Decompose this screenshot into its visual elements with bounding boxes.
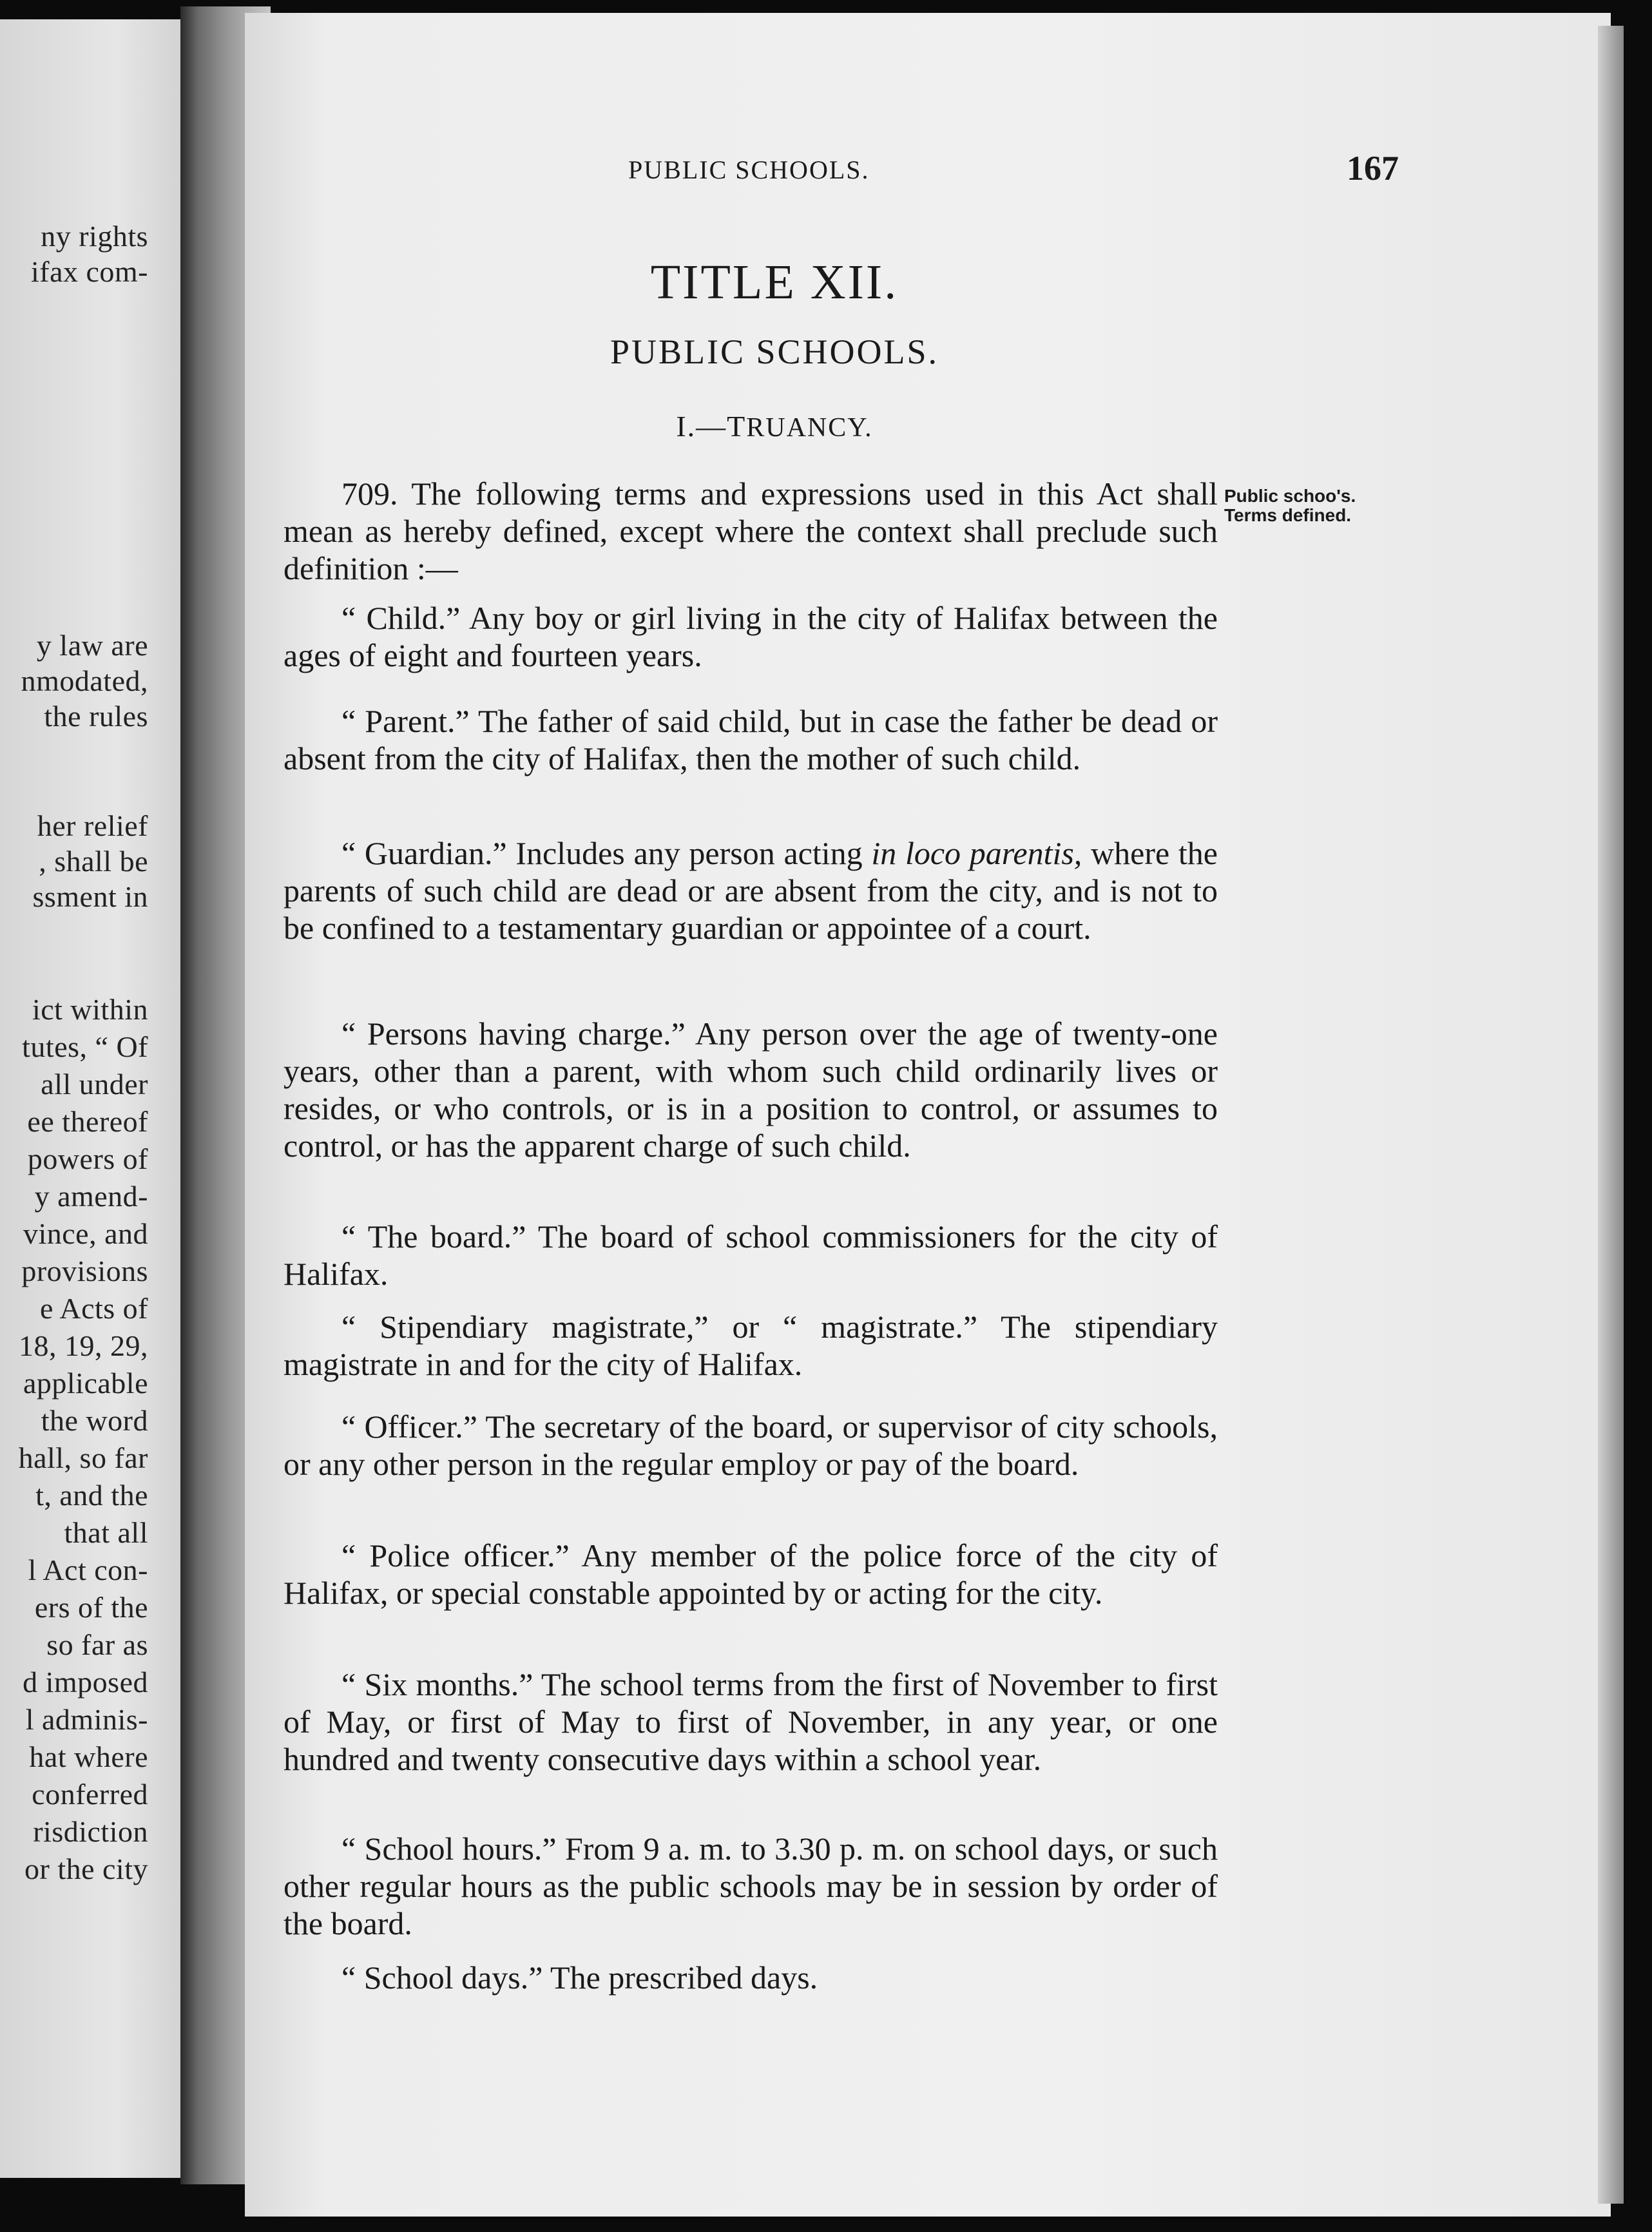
left-page-line: her relief xyxy=(37,809,148,842)
left-page-line: ee thereof xyxy=(27,1105,148,1138)
left-page-line: 18, 19, 29, xyxy=(19,1329,148,1362)
left-page-line: e Acts of xyxy=(39,1292,148,1325)
left-page-line: y law are xyxy=(36,629,148,662)
definition-text: The prescribed days. xyxy=(543,1959,818,1996)
definition-term: “ Officer.” xyxy=(341,1409,477,1445)
definition-parent xyxy=(283,702,1218,777)
left-page-line: hall, so far xyxy=(18,1441,148,1474)
left-page-line: the word xyxy=(41,1404,148,1437)
definition-police-officer xyxy=(283,1537,1218,1611)
definition-term: “ Six months.” xyxy=(341,1666,533,1702)
left-page-line: the rules xyxy=(44,700,148,733)
left-page-line: all under xyxy=(41,1068,148,1101)
left-page-line: ssment in xyxy=(32,880,148,913)
section-709-intro: 709. The following terms and expressions used in this Act shall mean as hereby defined, except where the context shall preclude such definition :— xyxy=(283,476,1218,586)
page-number: 167 xyxy=(1347,149,1399,188)
left-page-line: risdiction xyxy=(33,1815,148,1848)
definition-text: The secretary of the board, or supervisor of city schools, or any other person in the regular employ or pay of the board. xyxy=(283,1409,1218,1482)
left-page-line: ny rights xyxy=(41,220,148,253)
definition-term: “ School days.” xyxy=(341,1959,543,1996)
left-page-line: t, and the xyxy=(35,1479,148,1512)
title-subheading: PUBLIC SCHOOLS. xyxy=(610,332,939,371)
left-page-line: l Act con- xyxy=(28,1554,148,1586)
definition-board xyxy=(283,1218,1218,1293)
definition-text: The father of said child, but in case the father be dead or absent from the city of Halifax, then the mother of such child. xyxy=(283,703,1218,776)
left-page-line: applicable xyxy=(23,1367,148,1400)
definition-text: Any member of the police force of the city of Halifax, or special constable appointed by or acting for the city. xyxy=(283,1537,1218,1611)
left-page-line: powers of xyxy=(27,1142,148,1175)
definition-text: The board of school commissioners for the city of Halifax. xyxy=(283,1218,1218,1292)
definition-magistrate xyxy=(283,1308,1218,1383)
definition-term: “ The board.” xyxy=(341,1218,526,1255)
left-page-line: provisions xyxy=(21,1255,148,1287)
definition-six-months xyxy=(283,1666,1218,1778)
part-heading-rest: RUANCY. xyxy=(746,413,873,443)
title-heading: TITLE XII. xyxy=(650,255,899,309)
part-heading xyxy=(0,409,1600,443)
left-page-line: l adminis- xyxy=(25,1703,148,1736)
part-heading-prefix: I.—T xyxy=(676,410,747,443)
definition-text: where the parents of such child are dead or are absent from the city, and is not to be confined to a testamentary guardian or appointee of a court. xyxy=(283,835,1218,946)
definition-term: “ Guardian.” xyxy=(341,835,507,871)
definition-text: Includes any person acting xyxy=(506,835,872,871)
left-page-line: vince, and xyxy=(23,1217,148,1250)
definition-term: “ Parent.” xyxy=(341,703,470,739)
left-page-line: ers of the xyxy=(34,1591,148,1624)
left-page-line: ifax com- xyxy=(30,255,148,288)
definition-term: “ Persons having charge.” xyxy=(341,1015,686,1052)
page-edge xyxy=(1598,26,1624,2204)
left-page-line: d imposed xyxy=(23,1666,148,1698)
left-page-line: ict within xyxy=(32,993,148,1026)
definition-term: “ Police officer.” xyxy=(341,1537,570,1573)
left-page-line: nmodated, xyxy=(21,664,148,697)
definition-officer xyxy=(283,1408,1218,1483)
running-head: PUBLIC SCHOOLS. xyxy=(628,155,870,184)
definition-persons-having-charge xyxy=(283,1015,1218,1164)
definition-text: From 9 a. m. to 3.30 p. m. on school days, or such other regular hours as the public schools may be in session by order of the board. xyxy=(283,1831,1218,1941)
left-page-line: tutes, “ Of xyxy=(22,1030,148,1063)
margin-note-line: Terms defined. xyxy=(1224,505,1352,525)
definition-text: Any person over the age of twenty-one years, other than a parent, with whom such child ordinarily lives or resides, or who controls, or is in a position to control, or assumes to control, or has the apparent charge of such child. xyxy=(283,1015,1218,1164)
definition-child xyxy=(283,599,1218,674)
definition-text: The stipendiary magistrate in and for the city of Halifax. xyxy=(283,1309,1218,1382)
margin-note xyxy=(1224,486,1356,525)
left-page-line: y amend- xyxy=(34,1180,148,1213)
left-page-line: , shall be xyxy=(39,845,148,878)
left-page-line: or the city xyxy=(24,1852,148,1885)
definition-italic-phrase: in loco parentis, xyxy=(871,835,1082,871)
definition-school-hours xyxy=(283,1830,1218,1942)
definition-term: “ Child.” xyxy=(341,600,461,636)
left-page-line: conferred xyxy=(32,1778,148,1811)
left-page-line: so far as xyxy=(46,1628,148,1661)
margin-note-line: Public schoo's. xyxy=(1224,486,1356,506)
definition-term: “ School hours.” xyxy=(341,1831,557,1867)
definition-term: “ Stipendiary magistrate,” or “ magistrate.” xyxy=(341,1309,978,1345)
left-page-line: that all xyxy=(64,1516,148,1549)
definition-school-days xyxy=(283,1959,1218,1996)
definition-text: Any boy or girl living in the city of Halifax between the ages of eight and fourteen years. xyxy=(283,600,1218,673)
definition-guardian xyxy=(283,834,1218,947)
definition-text: The school terms from the first of November to first of May, or first of May to first of November, in any year, or one hundred and twenty consecutive days within a school year. xyxy=(283,1666,1218,1777)
left-page-line: hat where xyxy=(29,1740,148,1773)
